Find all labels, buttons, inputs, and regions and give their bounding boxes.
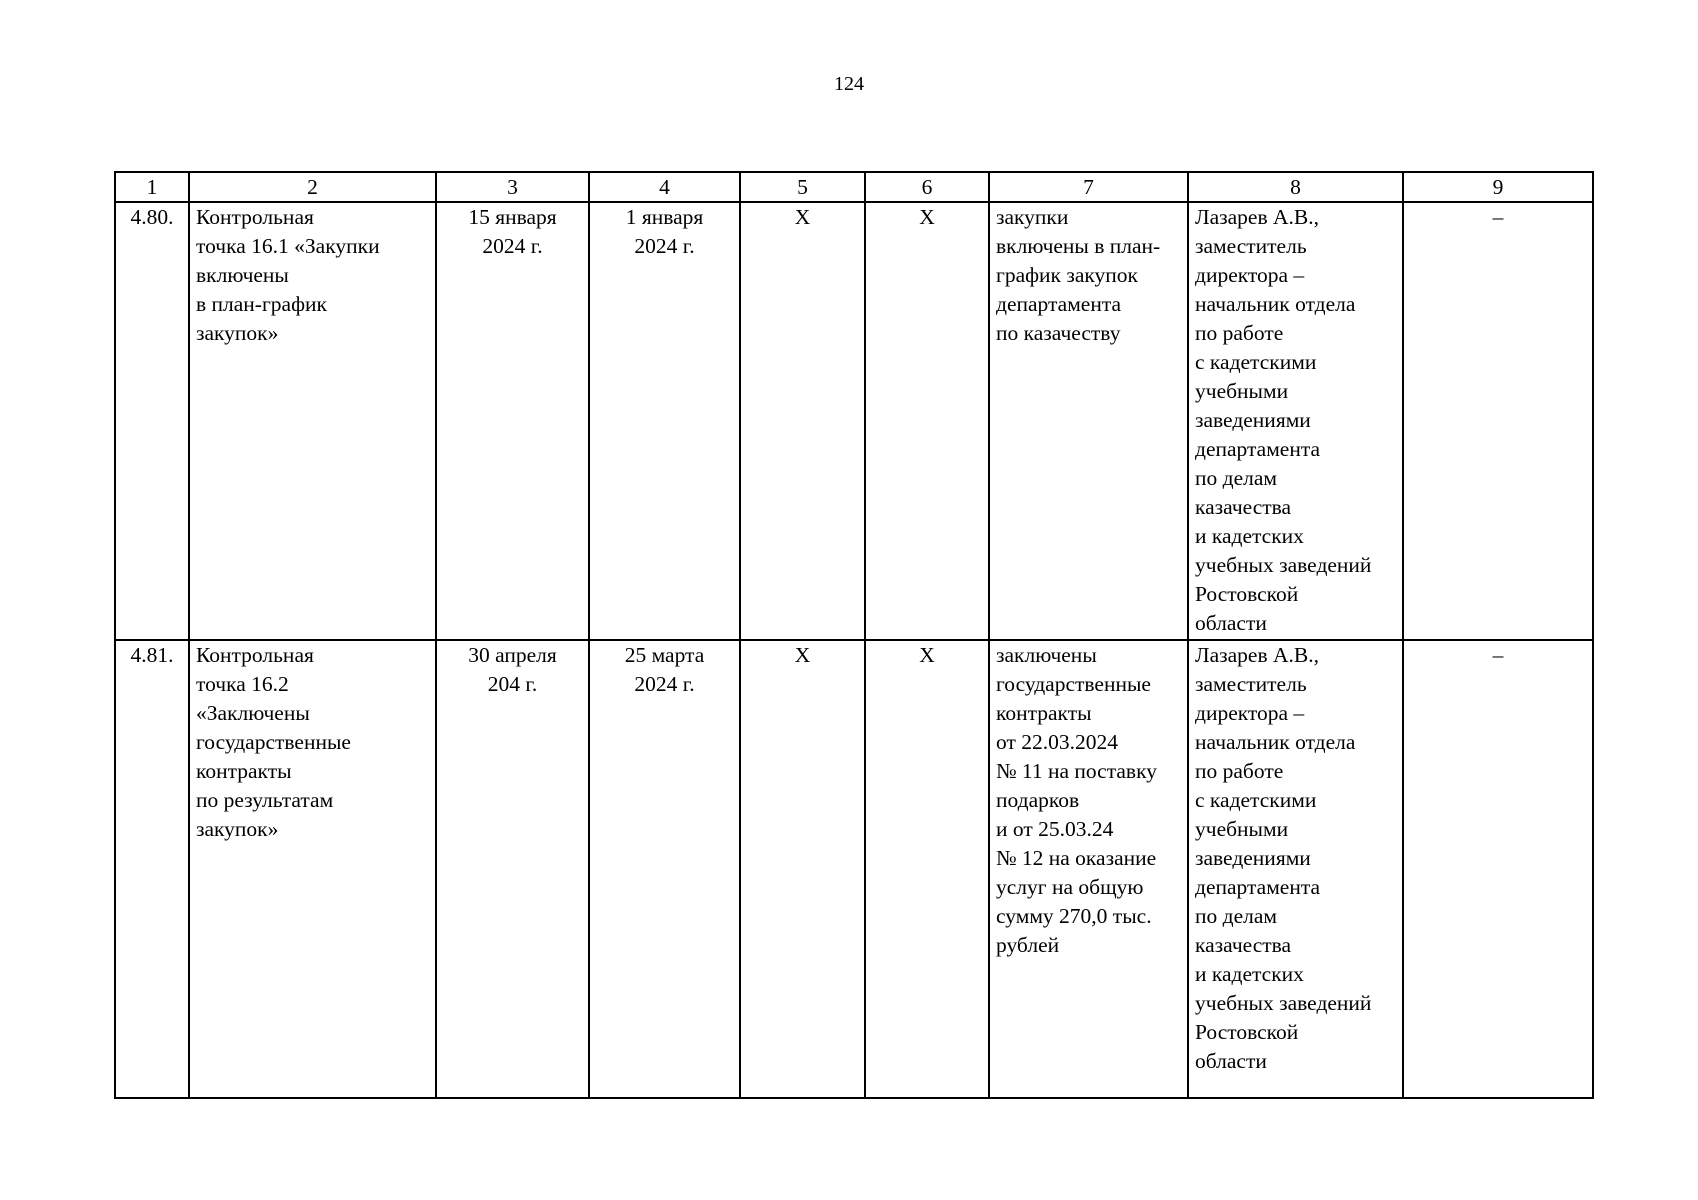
col-9-value: – xyxy=(1492,643,1504,667)
page-number: 124 xyxy=(834,73,864,95)
result-description: заключены государственные контракты от 22.03.2024 № 11 на поставку подарков и от 25.03.24 № 12 на оказание услуг на общую сумму 270,0 тыс. рублей xyxy=(996,643,1157,957)
col-6-value: Х xyxy=(919,643,935,667)
control-point-name: Контрольная точка 16.2 «Заключены государственные контракты по результатам закупок» xyxy=(196,643,351,841)
header-col-1: 1 xyxy=(115,172,189,202)
control-point-name: Контрольная точка 16.1 «Закупки включены в план-график закупок» xyxy=(196,205,380,345)
table-header-row xyxy=(115,172,1593,202)
planned-date: 30 апреля 204 г. xyxy=(468,643,557,696)
col-5-value: Х xyxy=(794,205,811,229)
header-col-3: 3 xyxy=(436,172,589,202)
row-number: 4.81. xyxy=(130,643,174,667)
actual-date: 1 января 2024 г. xyxy=(625,205,704,258)
col-9-value: – xyxy=(1492,205,1504,229)
control-points-table xyxy=(114,171,1594,1099)
col-6-value: Х xyxy=(919,205,935,229)
responsible-person: Лазарев А.В., заместитель директора – начальник отдела по работе с кадетскими учебными заведениями департамента по делам казачества и кадетских учебных заведений Ростовской области xyxy=(1195,205,1372,635)
header-col-2: 2 xyxy=(189,172,436,202)
responsible-person: Лазарев А.В., заместитель директора – начальник отдела по работе с кадетскими учебными заведениями департамента по делам казачества и кадетских учебных заведений Ростовской области xyxy=(1195,643,1372,1073)
col-5-value: Х xyxy=(794,643,811,667)
table-row xyxy=(115,202,1593,640)
header-col-9: 9 xyxy=(1403,172,1593,202)
header-col-4: 4 xyxy=(589,172,740,202)
header-col-6: 6 xyxy=(865,172,989,202)
header-col-5: 5 xyxy=(740,172,865,202)
header-col-7: 7 xyxy=(989,172,1188,202)
actual-date: 25 марта 2024 г. xyxy=(624,643,705,696)
result-description: закупки включены в план- график закупок департамента по казачеству xyxy=(996,205,1161,345)
header-col-8: 8 xyxy=(1188,172,1403,202)
table-row xyxy=(115,640,1593,1098)
planned-date: 15 января 2024 г. xyxy=(468,205,557,258)
row-number: 4.80. xyxy=(130,205,174,229)
